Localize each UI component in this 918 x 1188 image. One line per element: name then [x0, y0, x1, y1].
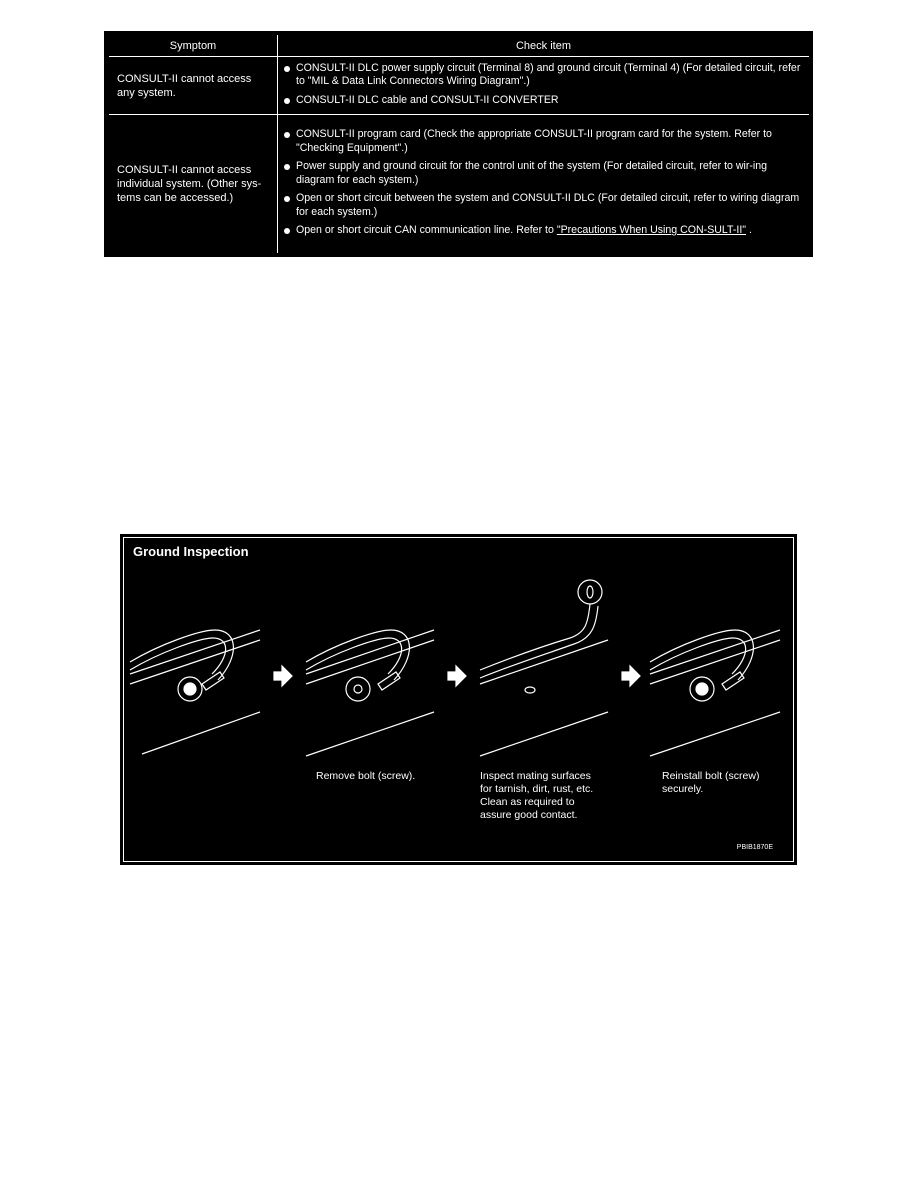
check-item-cell [278, 115, 810, 254]
ground-inspection-illustration [120, 534, 797, 865]
header-symptom: Symptom [109, 35, 278, 57]
figure-code: PBIB1870E [736, 844, 773, 851]
bolt-icon [696, 683, 708, 695]
caption-remove-bolt: Remove bolt (screw). [316, 770, 416, 782]
check-item: CONSULT-II DLC cable and CONSULT-II CONVERTER [278, 94, 809, 108]
arrow-icon [448, 666, 466, 686]
terminal-hole [587, 586, 593, 598]
bolt-hole [354, 685, 362, 693]
panel-2-bolt-removed [306, 630, 434, 756]
ring-terminal [346, 677, 370, 701]
check-item: Open or short circuit between the system and CONSULT-II DLC (For detailed circuit, refer to wiring diagram for each system.) [278, 192, 809, 219]
caption-inspect-surfaces: Inspect mating surfaces for tarnish, dirt, rust, etc. Clean as required to assure good contact. [480, 770, 594, 821]
check-item: Power supply and ground circuit for the control unit of the system (For detailed circuit, refer to wir-ing diagram for each system.) [278, 160, 809, 187]
precautions-link[interactable]: "Precautions When Using CON-SULT-II" [556, 224, 747, 237]
symptom-check-table [104, 31, 813, 257]
figure-title: Ground Inspection [133, 544, 249, 559]
bolt-icon [184, 683, 196, 695]
ring-terminal [578, 580, 602, 604]
symptom-cell: CONSULT-II cannot access any system. [109, 57, 278, 115]
check-item: CONSULT-II DLC power supply circuit (Terminal 8) and ground circuit (Terminal 4) (For detailed circuit, refer to "MIL & Data Link Connectors Wiring Diagram".) [278, 62, 809, 89]
check-item-cell [278, 57, 810, 115]
table-row [109, 57, 809, 115]
table-header-row [109, 35, 809, 57]
symptom-cell: CONSULT-II cannot access individual system. (Other sys-tems can be accessed.) [109, 115, 278, 254]
caption-reinstall-bolt: Reinstall bolt (screw) securely. [662, 770, 760, 795]
bolt-hole [525, 687, 535, 693]
ground-inspection-figure [120, 534, 797, 865]
check-item-list [278, 128, 809, 238]
header-check-item: Check item [278, 35, 810, 57]
arrow-icon [622, 666, 640, 686]
arrow-icon [274, 666, 292, 686]
check-item [278, 224, 809, 238]
panel-4-bolt-reinstalled [650, 630, 780, 756]
check-item-text-after: . [746, 224, 752, 237]
table-row [109, 115, 809, 254]
check-item: CONSULT-II program card (Check the appropriate CONSULT-II program card for the system. Refer to "Checking Equipment".) [278, 128, 809, 155]
panel-3-inspect-surfaces [480, 580, 608, 756]
check-item-list [278, 62, 809, 108]
panel-1-bolted-ground [130, 630, 260, 754]
table [109, 35, 809, 253]
check-item-text: Open or short circuit CAN communication line. Refer to [296, 224, 557, 237]
